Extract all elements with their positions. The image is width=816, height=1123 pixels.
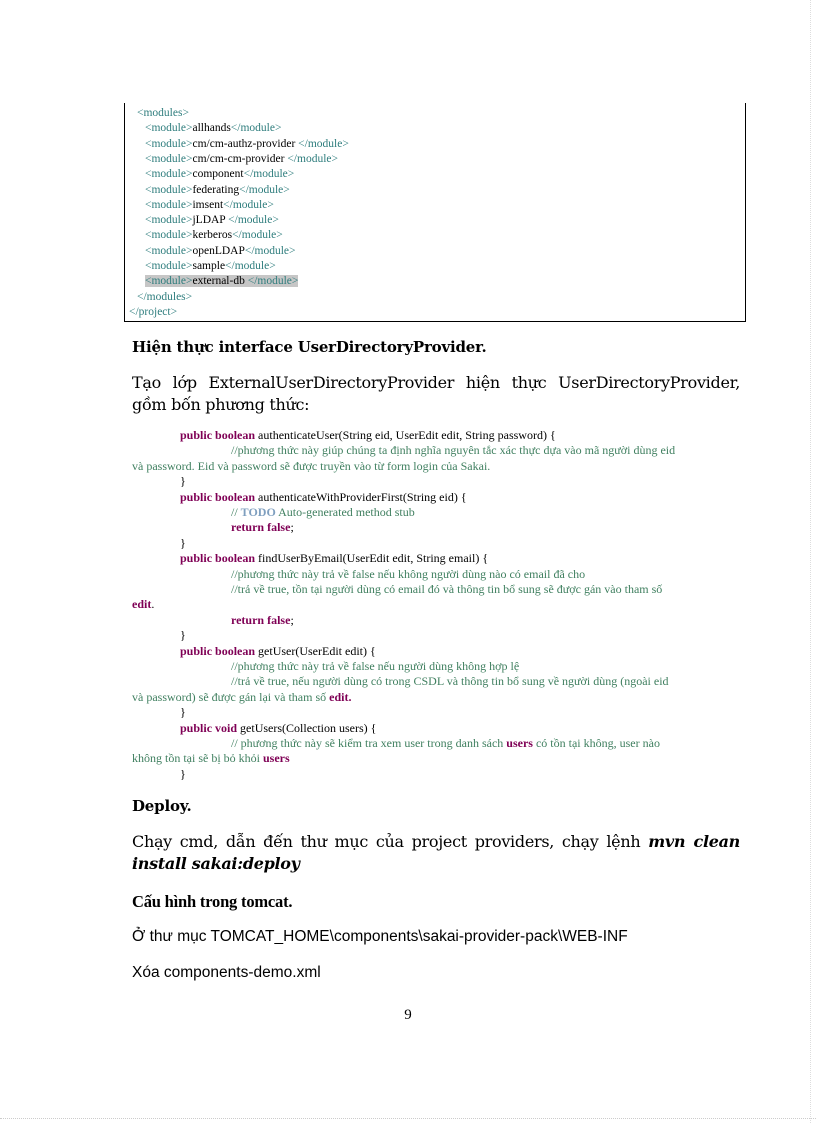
code-line: edit.: [132, 597, 155, 612]
code-line: }: [180, 474, 186, 489]
code-line: //phương thức này trả về false nếu người dùng không hợp lệ: [231, 659, 520, 673]
code-line: public void getUsers(Collection users) {: [180, 720, 377, 735]
code-line: // phương thức này sẽ kiểm tra xem user trong danh sách users có tồn tại không, user nào: [231, 736, 660, 750]
xml-line: </project>: [129, 305, 178, 318]
xml-line: <module>jLDAP </module>: [145, 214, 279, 227]
paragraph-create-class: Tạo lớp ExternalUserDirectoryProvider hiện thực UserDirectoryProvider, gồm bốn phương thức:: [132, 373, 740, 414]
code-line: và password) sẽ được gán lại và tham số edit.: [132, 689, 352, 704]
heading-deploy: Deploy.: [132, 797, 192, 815]
paragraph-deploy-instructions: [132, 831, 740, 875]
xml-line: <module>cm/cm-authz-provider </module>: [145, 137, 349, 150]
code-line: }: [180, 705, 186, 720]
code-line: //phương thức này trả về false nếu không người dùng nào có email đã cho: [231, 566, 586, 581]
code-line: }: [180, 766, 186, 781]
code-line: public boolean authenticateWithProviderFirst(String eid) {: [180, 489, 467, 504]
code-line: // TODO Auto-generated method stub: [231, 505, 415, 519]
code-line: //trả về true, tồn tại người dùng có email đó và thông tin bổ sung sẽ được gán vào tham số: [231, 582, 663, 596]
heading-tomcat-config: Cấu hình trong tomcat.: [132, 892, 293, 911]
code-line: }: [180, 628, 186, 643]
code-line: public boolean authenticateUser(String eid, UserEdit edit, String password) {: [180, 428, 556, 442]
code-line: //phương thức này giúp chúng ta định nghĩa nguyên tắc xác thực dựa vào mã người dùng eid: [231, 443, 676, 458]
xml-line: <module>imsent</module>: [145, 198, 274, 211]
code-line: }: [180, 535, 186, 550]
xml-line: <module>openLDAP</module>: [145, 244, 296, 257]
xml-line: <module>federating</module>: [145, 183, 290, 196]
code-line: không tồn tại sẽ bị bỏ khỏi users: [132, 751, 290, 766]
xml-line: <module>component</module>: [145, 168, 295, 181]
deploy-command: mvn clean install sakai:deploy: [132, 832, 741, 873]
delete-file-line: Xóa components-demo.xml: [132, 964, 321, 981]
code-line: và password. Eid và password sẽ được truyền vào từ form login của Sakai.: [132, 458, 491, 473]
xml-line: <module>cm/cm-cm-provider </module>: [145, 152, 338, 165]
page-bottom-border: [0, 1118, 816, 1119]
xml-line: <module>kerberos</module>: [145, 229, 283, 242]
deploy-text: Chạy cmd, dẫn đến thư mục của project providers, chạy lệnh: [132, 832, 649, 851]
page-right-border: [810, 0, 811, 1123]
xml-line: <module>sample</module>: [145, 260, 276, 272]
page-number: 9: [404, 1007, 412, 1023]
heading-implement-interface: Hiện thực interface UserDirectoryProvider.: [132, 338, 487, 356]
xml-line: </modules>: [137, 290, 193, 303]
xml-line: <module>external-db </module>: [145, 275, 299, 288]
tomcat-path-line: Ở thư mục TOMCAT_HOME\components\sakai-provider-pack\WEB-INF: [132, 928, 628, 945]
code-line: public boolean findUserByEmail(UserEdit edit, String email) {: [180, 551, 489, 566]
xml-line: <modules>: [137, 107, 189, 119]
xml-line: <module>allhands</module>: [145, 122, 282, 135]
code-line: return false;: [231, 612, 294, 627]
code-line: public boolean getUser(UserEdit edit) {: [180, 643, 376, 658]
code-line: //trả về true, nếu người dùng có trong CSDL và thông tin bổ sung về người dùng (ngoài eid: [231, 674, 669, 689]
code-line: return false;: [231, 520, 294, 535]
